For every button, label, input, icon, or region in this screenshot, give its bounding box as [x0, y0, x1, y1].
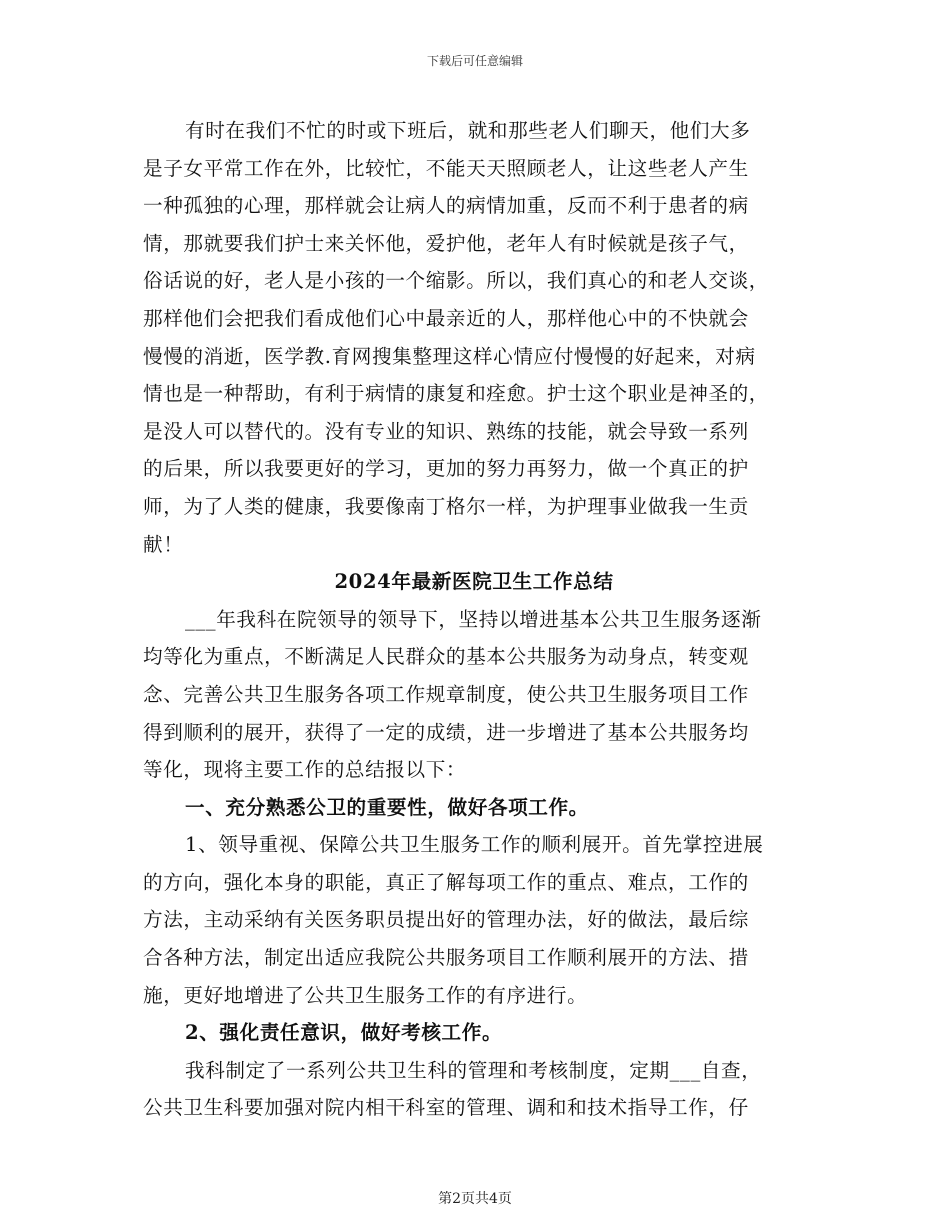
text-line: ___年我科在院领导的领导下，坚持以增进基本公共卫生服务逐渐	[185, 607, 762, 631]
text-line: 一种孤独的心理，那样就会让病人的病情加重，反而不利于患者的病	[143, 194, 749, 218]
text-line: 情也是一种帮助，有利于病情的康复和痊愈。护士这个职业是神圣的，	[143, 382, 770, 406]
text-line: 方法，主动采纳有关医务职员提出好的管理办法，好的做法，最后综	[143, 908, 749, 932]
text-line: 1、领导重视、保障公共卫生服务工作的顺利展开。首先掌控进展	[185, 833, 764, 857]
paragraph-leadership	[143, 826, 805, 1014]
text-line: 施，更好地增进了公共卫生服务工作的有序进行。	[143, 983, 588, 1007]
paragraph-summary-intro	[143, 601, 805, 789]
paragraph-elderly-care	[143, 112, 805, 563]
heading-two: 2、强化责任意识，做好考核工作。	[185, 1021, 503, 1045]
text-line: 情，那就要我们护士来关怀他，爱护他，老年人有时候就是孩子气，	[143, 231, 749, 255]
heading-one: 一、充分熟悉公卫的重要性，做好各项工作。	[185, 795, 589, 819]
document-body	[143, 112, 805, 1127]
paragraph-assessment	[143, 1052, 805, 1127]
text-line: 得到顺利的展开，获得了一定的成绩，进一步增进了基本公共服务均	[143, 720, 749, 744]
text-line: 慢慢的消逝，医学教.育网搜集整理这样心情应付慢慢的好起来，对病	[143, 344, 756, 368]
text-line: 均等化为重点，不断满足人民群众的基本公共服务为动身点，转变观	[143, 645, 749, 669]
text-line: 献！	[143, 532, 184, 556]
text-line: 俗话说的好，老人是小孩的一个缩影。所以，我们真心的和老人交谈，	[143, 269, 770, 293]
text-line: 师，为了人类的健康，我要像南丁格尔一样，为护理事业做我一生贡	[143, 494, 749, 518]
text-line: 的方向，强化本身的职能，真正了解每项工作的重点、难点，工作的	[143, 870, 749, 894]
text-line: 那样他们会把我们看成他们心中最亲近的人，那样他心中的不快就会	[143, 306, 749, 330]
text-line: 念、完善公共卫生服务各项工作规章制度，使公共卫生服务项目工作	[143, 682, 749, 706]
text-line: 有时在我们不忙的时或下班后，就和那些老人们聊天，他们大多	[185, 119, 751, 142]
text-line: 的后果，所以我要更好的学习，更加的努力再努力，做一个真正的护	[143, 457, 749, 481]
text-line: 我科制定了一系列公共卫生科的管理和考核制度，定期___自查，	[185, 1058, 762, 1082]
text-line: 是子女平常工作在外，比较忙，不能天天照顾老人，让这些老人产生	[143, 156, 749, 180]
page-header: 下载后可任意编辑	[426, 54, 523, 68]
text-line: 合各种方法，制定出适应我院公共服务项目工作顺利展开的方法、措	[143, 946, 749, 970]
text-line: 公共卫生科要加强对院内相干科室的管理、调和和技术指导工作，仔	[143, 1096, 749, 1120]
text-line: 等化，现将主要工作的总结报以下：	[143, 758, 467, 782]
section-title: 2024年最新医院卫生工作总结	[334, 570, 614, 594]
text-line: 是没人可以替代的。没有专业的知识、熟练的技能，就会导致一系列	[143, 419, 749, 443]
page-number: 第2页共4页	[438, 1191, 512, 1207]
